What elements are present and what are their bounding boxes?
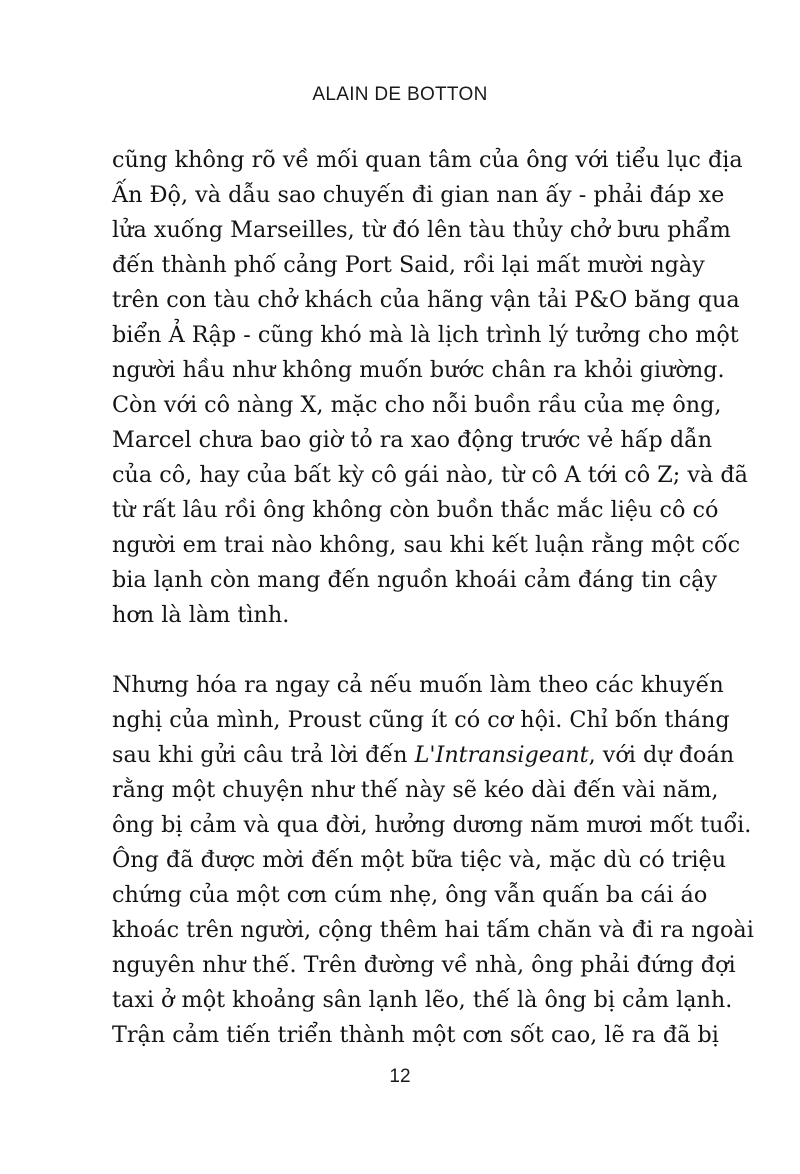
text-line: Ấn Độ, và dẫu sao chuyến đi gian nan ấy - phải đáp xe bbox=[112, 182, 725, 208]
text-line: khoác trên người, cộng thêm hai tấm chăn và đi ra ngoài bbox=[112, 917, 754, 943]
text-line: Còn với cô nàng X, mặc cho nỗi buồn rầu của mẹ ông, bbox=[112, 392, 722, 418]
text-line: biển Ả Rập - cũng khó mà là lịch trình lý tưởng cho một bbox=[112, 322, 739, 348]
text-line: taxi ở một khoảng sân lạnh lẽo, thế là ông bị cảm lạnh. bbox=[112, 987, 733, 1013]
text-line: nguyên như thế. Trên đường về nhà, ông phải đứng đợi bbox=[112, 952, 736, 978]
body-text bbox=[112, 143, 754, 1053]
text-line: Ông đã được mời đến một bữa tiệc và, mặc dù có triệu bbox=[112, 847, 727, 873]
text-line-with-italic-title bbox=[112, 738, 735, 773]
text-line: Nhưng hóa ra ngay cả nếu muốn làm theo các khuyến bbox=[112, 672, 724, 698]
paragraph-2 bbox=[112, 668, 754, 1053]
newspaper-title: L'Intransigeant bbox=[414, 742, 589, 768]
text-line: chứng của một cơn cúm nhẹ, ông vẫn quấn ba cái áo bbox=[112, 882, 708, 908]
text-line: hơn là làm tình. bbox=[112, 602, 290, 628]
text-line: của cô, hay của bất kỳ cô gái nào, từ cô A tới cô Z; và đã bbox=[112, 462, 748, 488]
text-line: ông bị cảm và qua đời, hưởng dương năm mươi mốt tuổi. bbox=[112, 812, 752, 838]
page-number: 12 bbox=[389, 1066, 411, 1087]
text-line: cũng không rõ về mối quan tâm của ông với tiểu lục địa bbox=[112, 147, 743, 173]
text-line: nghị của mình, Proust cũng ít có cơ hội. Chỉ bốn tháng bbox=[112, 707, 730, 733]
text-line: rằng một chuyện như thế này sẽ kéo dài đến vài năm, bbox=[112, 777, 719, 803]
text-line: lửa xuống Marseilles, từ đó lên tàu thủy chở bưu phẩm bbox=[112, 217, 731, 243]
text-fragment: sau khi gửi câu trả lời đến bbox=[112, 742, 415, 768]
paragraph-1 bbox=[112, 143, 748, 633]
paragraph-gap bbox=[112, 633, 689, 668]
text-line: trên con tàu chở khách của hãng vận tải P&O băng qua bbox=[112, 287, 740, 313]
text-line: người em trai nào không, sau khi kết luận rằng một cốc bbox=[112, 532, 741, 558]
text-line: từ rất lâu rồi ông không còn buồn thắc mắc liệu cô có bbox=[112, 497, 719, 523]
text-line: bia lạnh còn mang đến nguồn khoái cảm đáng tin cậy bbox=[112, 567, 718, 593]
text-line: người hầu như không muốn bước chân ra khỏi giường. bbox=[112, 357, 725, 383]
text-line: đến thành phố cảng Port Said, rồi lại mất mười ngày bbox=[112, 252, 705, 278]
text-line: Marcel chưa bao giờ tỏ ra xao động trước vẻ hấp dẫn bbox=[112, 427, 713, 453]
text-fragment: , với dự đoán bbox=[588, 742, 735, 768]
text-line: Trận cảm tiến triển thành một cơn sốt cao, lẽ ra đã bị bbox=[112, 1022, 719, 1048]
running-header-author: ALAIN DE BOTTON bbox=[312, 84, 488, 105]
